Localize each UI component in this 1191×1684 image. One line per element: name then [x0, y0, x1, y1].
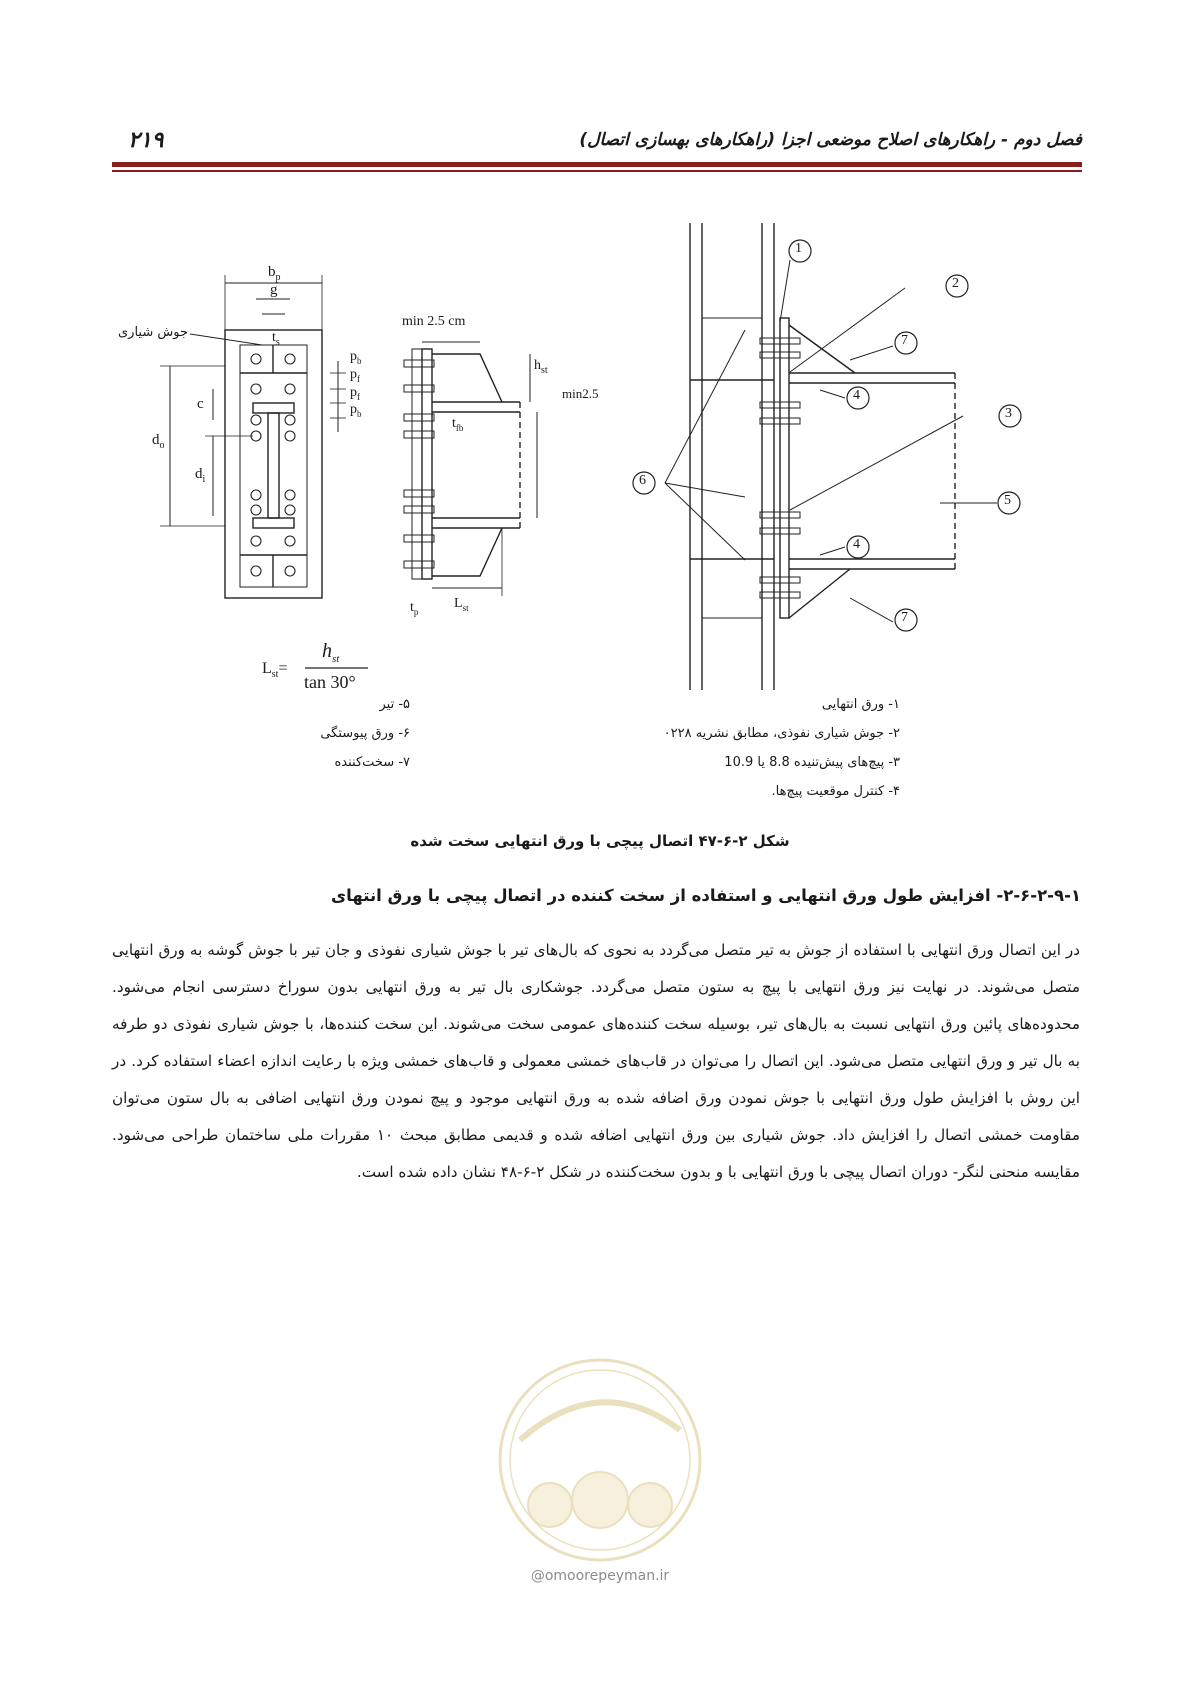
- label-hst-sub: st: [541, 364, 548, 376]
- callout-text-4a: 4: [853, 388, 860, 403]
- running-title: فصل دوم - راهکارهای اصلاح موضعی اجزا (راهکارهای بهسازی اتصال): [579, 130, 1082, 150]
- label-hst-main: h: [534, 358, 541, 373]
- label-bp: [268, 264, 281, 283]
- label-pb1-sub: b: [357, 355, 362, 366]
- label-di-sub: i: [202, 474, 206, 485]
- label-tp-sub: p: [413, 606, 419, 617]
- callout-layer: [0, 200, 1191, 840]
- legend-item: ۶- ورق پیوستگی: [320, 726, 410, 741]
- label-pb2-sub: b: [357, 409, 362, 420]
- label-pb1: p: [350, 349, 357, 364]
- label-tfb-main: t: [452, 416, 456, 431]
- body-paragraph: در این اتصال ورق انتهایی با استفاده از جوش به تیر متصل می‌گردد به نحوی که بال‌های تیر با جوش شیاری نفوذی و جان تیر با جوش گوشه به ورق انتهایی متصل می‌شوند. در نهایت نیز ورق انتهایی با پیچ به ستون متصل می‌گردد. جوشکاری بال تیر به ورق انتهایی بدون سوراخ دسترسی انجام می‌شود. محدوده‌های پائین ورق انتهایی نسبت به بال‌های تیر، بوسیله سخت کننده‌های عمومی سخت می‌شوند. این سخت کننده‌ها، با جوش شیاری نفوذی دو طرفه به بال تیر و ورق انتهایی متصل می‌شود. این اتصال را می‌توان در قاب‌های خمشی معمولی و قاب‌های خمشی ویژه با رعایت اندازه اعضاء استفاده کرد. در این روش با افزایش طول ورق انتهایی با جوش نمودن ورق اضافه شده به ورق انتهایی موجود و پیچ نمودن ورق انتهایی اضافی به بال ستون می‌توان مقاومت خمشی اتصال را افزایش داد. جوش شیاری بین ورق انتهایی اضافه شده و قدیمی مطابق مبحث ۱۰ مقررات ملی ساختمان طراحی می‌شود. مقایسه منحنی لنگر- دوران اتصال پیچی با ورق انتهایی با و بدون سخت‌کننده در شکل ۲-۶-۴۸ نشان داده شده است.: [112, 941, 1080, 1181]
- callout-text-2: 2: [952, 276, 959, 291]
- legend-item: ۲- جوش شیاری نفوذی، مطابق نشریه ۰۲۲۸: [663, 726, 900, 741]
- label-do: [152, 432, 165, 451]
- label-ts: [272, 330, 280, 348]
- legend-item: ۵- تیر: [379, 697, 410, 712]
- figure-end-plate-connection: [0, 200, 1191, 840]
- label-c: c: [197, 396, 204, 412]
- watermark-url: @omoorepeyman.ir: [530, 1568, 670, 1584]
- label-ts-main: t: [272, 330, 276, 345]
- label-di: [195, 466, 205, 485]
- label-pf2: p: [350, 384, 357, 400]
- legend-item: ۱- ورق انتهایی: [821, 697, 900, 712]
- callout-text-7a: 7: [901, 333, 908, 348]
- legend-left: [250, 690, 410, 777]
- legend-item: ۷- سخت‌کننده: [334, 755, 410, 770]
- callout-text-6: 6: [639, 473, 646, 488]
- callout-text-1: 1: [795, 241, 802, 256]
- label-min25: min2.5: [562, 386, 599, 401]
- label-pitches: [350, 350, 362, 421]
- label-tfb-sub: fb: [455, 422, 464, 433]
- header-rule-thin: [112, 170, 1082, 172]
- label-hst: [534, 358, 548, 376]
- page-number: ۲۱۹: [128, 128, 164, 153]
- formula-lhs: L: [262, 660, 272, 677]
- callout-text-4b: 4: [853, 537, 860, 552]
- label-lst: [454, 596, 469, 613]
- formula-numerator-sub: st: [332, 653, 340, 665]
- legend-item: ۴- کنترل موقعیت پیچ‌ها.: [771, 784, 900, 799]
- label-pf1: p: [350, 366, 357, 382]
- label-pf2-sub: f: [357, 391, 360, 402]
- label-lst-main: L: [454, 596, 463, 611]
- label-bp-sub: p: [275, 272, 281, 283]
- label-lst-sub: st: [462, 602, 469, 613]
- formula-numerator: h: [322, 640, 332, 662]
- callout-text-5: 5: [1004, 493, 1011, 508]
- formula-equals: =: [278, 660, 288, 677]
- label-tp: [410, 600, 418, 617]
- formula-lhs-sub: st: [271, 669, 279, 681]
- label-min-25cm: min 2.5 cm: [402, 314, 466, 329]
- label-tfb: [452, 416, 463, 433]
- label-do-main: d: [152, 432, 160, 448]
- legend-right: [600, 690, 900, 806]
- label-pb2: p: [350, 402, 357, 418]
- label-bp-main: b: [268, 264, 276, 280]
- legend-item: ۳- پیچ‌های پیش‌تنیده 8.8 یا 10.9: [724, 755, 900, 770]
- label-do-sub: o: [159, 440, 165, 451]
- label-tp-main: t: [410, 600, 414, 615]
- label-weld: جوش شیاری: [118, 325, 188, 340]
- label-pf1-sub: f: [357, 373, 360, 384]
- header-rule-thick: [112, 162, 1082, 167]
- label-di-main: d: [195, 466, 203, 482]
- label-ts-sub: s: [275, 336, 280, 348]
- callout-text-3: 3: [1005, 406, 1012, 421]
- callout-text-7b: 7: [901, 610, 908, 625]
- label-g: g: [270, 282, 278, 298]
- section-heading: ۲-۶-۲-۹-۱- افزایش طول ورق انتهایی و استفاده از سخت کننده در اتصال پیچی با ورق انتهای: [331, 886, 1081, 905]
- figure-caption: شکل ۲-۶-۴۷ اتصال پیچی با ورق انتهایی سخت شده: [410, 832, 790, 850]
- formula-denominator: tan 30°: [304, 672, 356, 692]
